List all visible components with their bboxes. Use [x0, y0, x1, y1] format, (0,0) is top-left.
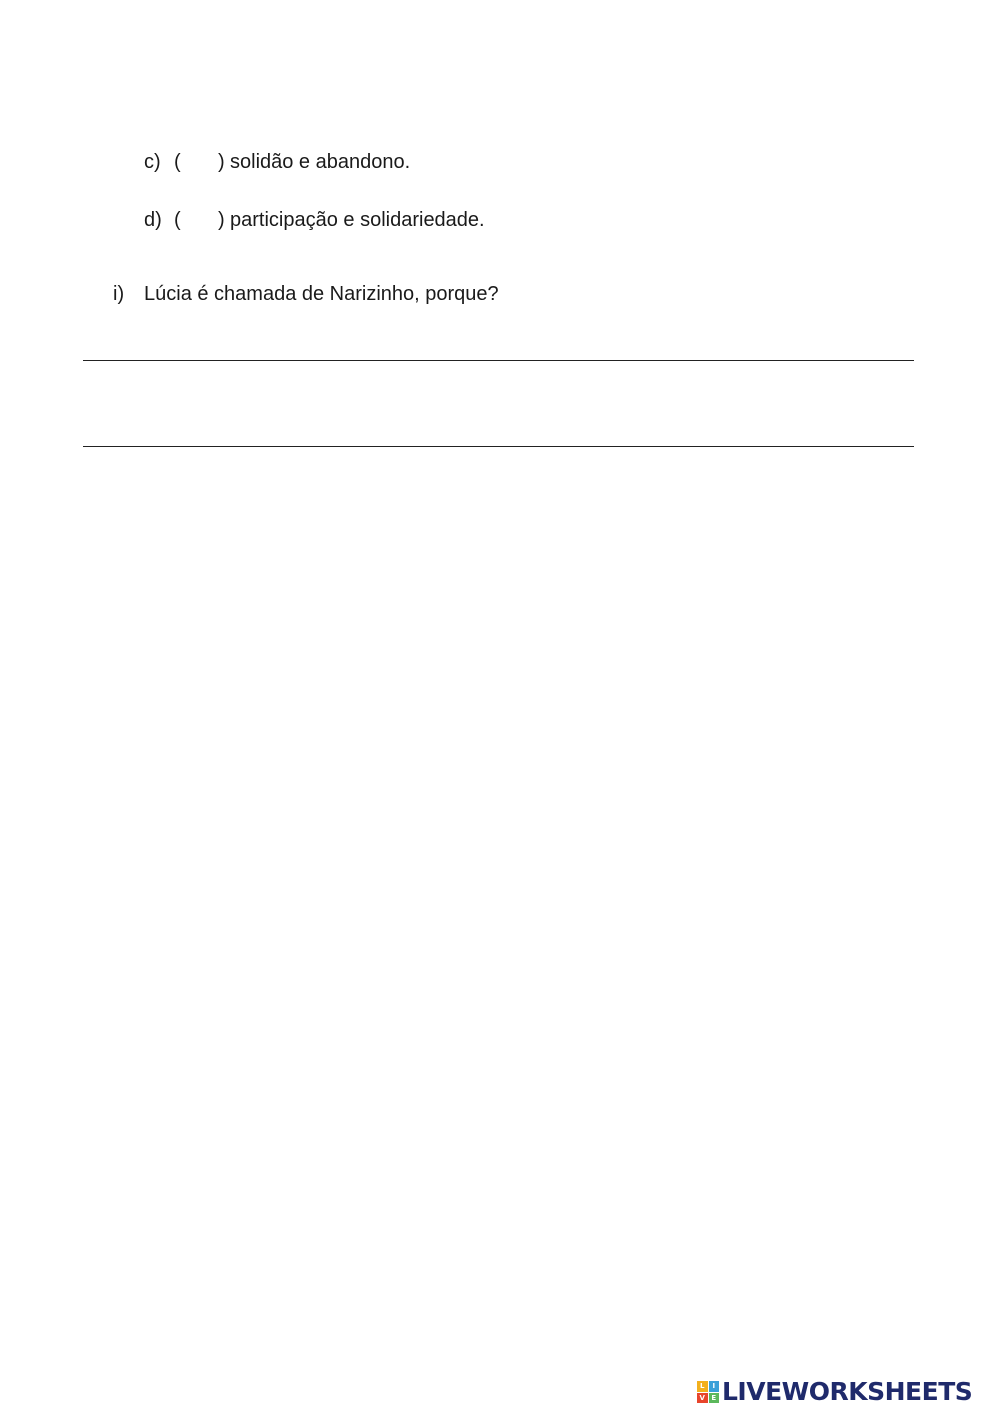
option-letter: d) — [144, 209, 162, 231]
liveworksheets-logo — [697, 1378, 972, 1406]
answer-box-close: ) — [218, 151, 225, 173]
logo-mark-i: I — [709, 1381, 720, 1392]
option-letter: c) — [144, 151, 161, 173]
logo-mark-icon — [697, 1381, 719, 1403]
logo-mark-v: V — [697, 1393, 708, 1404]
answer-box-close: ) — [218, 209, 225, 231]
option-text: solidão e abandono. — [230, 151, 411, 173]
answer-box-open[interactable]: ( — [174, 151, 181, 173]
question-text: Lúcia é chamada de Narizinho, porque? — [144, 283, 499, 305]
answer-line-2[interactable] — [83, 446, 914, 447]
option-text: participação e solidariedade. — [230, 209, 485, 231]
logo-mark-e: E — [709, 1393, 720, 1404]
logo-mark-l: L — [697, 1381, 708, 1392]
question-number: i) — [113, 283, 125, 305]
answer-box-open[interactable]: ( — [174, 209, 181, 231]
logo-text: LIVEWORKSHEETS — [722, 1377, 973, 1406]
question-i — [113, 282, 499, 354]
answer-line-1[interactable] — [83, 360, 914, 361]
